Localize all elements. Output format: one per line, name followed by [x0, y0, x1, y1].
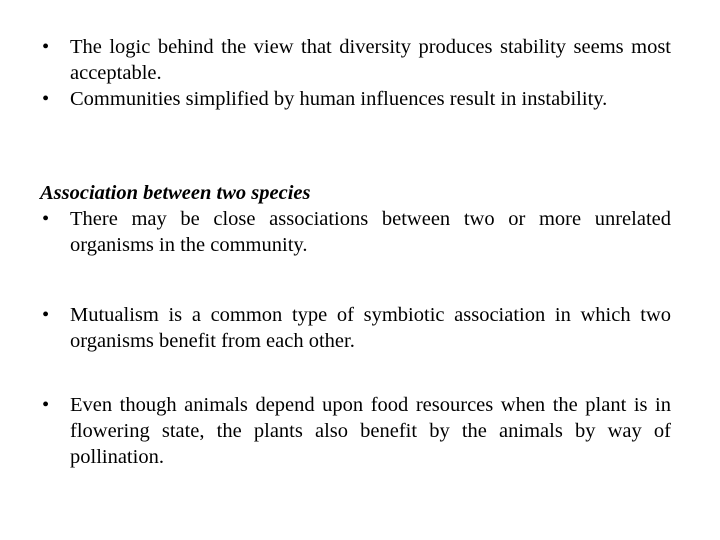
section-heading: Association between two species [40, 182, 311, 204]
bullet-group-mutualism [40, 302, 671, 354]
bullet-group-diversity [40, 34, 671, 112]
bullet-icon: • [42, 394, 50, 416]
bullet-item [40, 34, 671, 86]
bullet-item [40, 392, 671, 470]
section-association [40, 180, 671, 258]
bullet-text: Communities simplified by human influences result in instability. [70, 88, 608, 110]
bullet-icon: • [42, 36, 50, 58]
bullet-group-pollination [40, 392, 671, 470]
bullet-text: There may be close associations between two or more unrelated organisms in the community. [70, 208, 671, 256]
bullet-text: Mutualism is a common type of symbiotic association in which two organisms benefit from each other. [70, 304, 671, 352]
bullet-item [40, 302, 671, 354]
bullet-icon: • [42, 208, 50, 230]
bullet-icon: • [42, 304, 50, 326]
bullet-icon: • [42, 88, 50, 110]
bullet-item [40, 206, 671, 258]
bullet-text: Even though animals depend upon food resources when the plant is in flowering state, the plants also benefit by the animals by way of pollination. [70, 394, 671, 468]
bullet-item [40, 86, 671, 112]
bullet-text: The logic behind the view that diversity produces stability seems most acceptable. [70, 36, 671, 84]
